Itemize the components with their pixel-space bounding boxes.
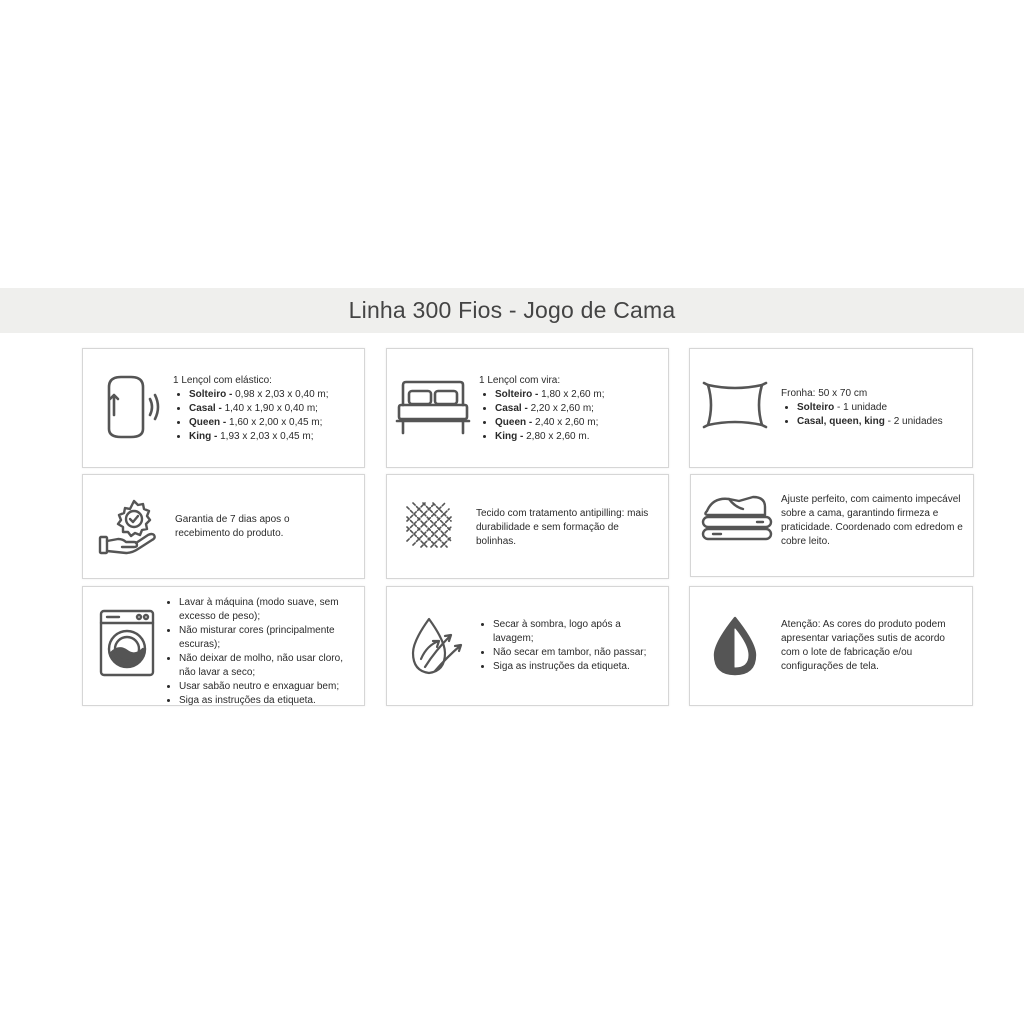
list-item: • Não misturar cores (principalmente escuras); xyxy=(179,624,358,652)
flat-sheet-size-list xyxy=(479,388,664,444)
color-notice-text: Atenção: As cores do produto podem apresentar variações sutis de acordo com o lote de fabricação e/ou configurações de tela. xyxy=(781,619,946,672)
list-item: • Casal, queen, king - 2 unidades xyxy=(797,415,971,429)
list-item: • Solteiro - 1 unidade xyxy=(797,401,971,415)
page-title: Linha 300 Fios - Jogo de Cama xyxy=(348,297,676,323)
card-warranty xyxy=(82,474,365,579)
pillowcase-text xyxy=(781,387,971,429)
list-item: • Queen - 1,60 x 2,00 x 0,45 m; xyxy=(189,416,363,430)
list-item: • Usar sabão neutro e enxaguar bem; xyxy=(179,680,358,694)
fabric-weave-icon xyxy=(401,497,463,559)
list-item: • Solteiro - 0,98 x 2,03 x 0,40 m; xyxy=(189,388,363,402)
card-washing xyxy=(82,586,365,706)
card-pillowcase xyxy=(689,348,973,468)
fitted-sheet-intro: 1 Lençol com elástico: xyxy=(173,375,272,386)
list-item: • Lavar à máquina (modo suave, sem excesso de peso); xyxy=(179,596,358,624)
flat-sheet-text xyxy=(479,374,664,444)
list-item: • Casal - 1,40 x 1,90 x 0,40 m; xyxy=(189,402,363,416)
drying-text xyxy=(477,618,662,674)
list-item: • Secar à sombra, logo após a lavagem; xyxy=(493,618,662,646)
card-drying xyxy=(386,586,669,706)
title-banner xyxy=(0,288,1024,333)
card-flat-sheet xyxy=(386,348,669,468)
warranty-hand-icon xyxy=(96,497,162,559)
color-drop-icon xyxy=(712,615,758,677)
list-item: • Solteiro - 1,80 x 2,60 m; xyxy=(495,388,664,402)
card-color-notice xyxy=(689,586,973,706)
fitted-sheet-size-list xyxy=(173,388,363,444)
list-item: • Não secar em tambor, não passar; xyxy=(493,646,662,660)
list-item: • Queen - 2,40 x 2,60 m; xyxy=(495,416,664,430)
card-fitted-sheet xyxy=(82,348,365,468)
warranty-text: Garantia de 7 dias apos o recebimento do produto. xyxy=(175,514,290,539)
list-item: • King - 2,80 x 2,60 m. xyxy=(495,430,664,444)
washing-machine-icon xyxy=(99,609,155,677)
pillowcase-intro: Fronha: 50 x 70 cm xyxy=(781,388,868,399)
bed-icon xyxy=(395,379,471,437)
drying-instructions-list xyxy=(477,618,662,674)
list-item: • Casal - 2,20 x 2,60 m; xyxy=(495,402,664,416)
card-perfect-fit xyxy=(690,474,974,577)
drying-drop-icon xyxy=(409,615,469,677)
pillow-icon xyxy=(700,377,770,433)
antipilling-text: Tecido com tratamento antipilling: mais durabilidade e sem formação de bolinhas. xyxy=(476,508,649,547)
list-item: • Siga as instruções da etiqueta. xyxy=(493,660,662,674)
washing-text xyxy=(163,596,358,708)
list-item: • Não deixar de molho, não usar cloro, não lavar a seco; xyxy=(179,652,358,680)
perfect-fit-text: Ajuste perfeito, com caimento impecável sobre a cama, garantindo firmeza e praticidade. Coordenado com edredom e cobre leito. xyxy=(781,494,963,547)
list-item: • Siga as instruções da etiqueta. xyxy=(179,694,358,708)
flat-sheet-intro: 1 Lençol com vira: xyxy=(479,375,561,386)
pillowcase-list xyxy=(781,401,971,429)
washing-instructions-list xyxy=(163,596,358,708)
fitted-sheet-text xyxy=(173,374,363,444)
fitted-sheet-icon xyxy=(101,371,161,443)
card-antipilling xyxy=(386,474,669,579)
list-item: • King - 1,93 x 2,03 x 0,45 m; xyxy=(189,430,363,444)
folded-sheets-icon xyxy=(699,493,775,549)
